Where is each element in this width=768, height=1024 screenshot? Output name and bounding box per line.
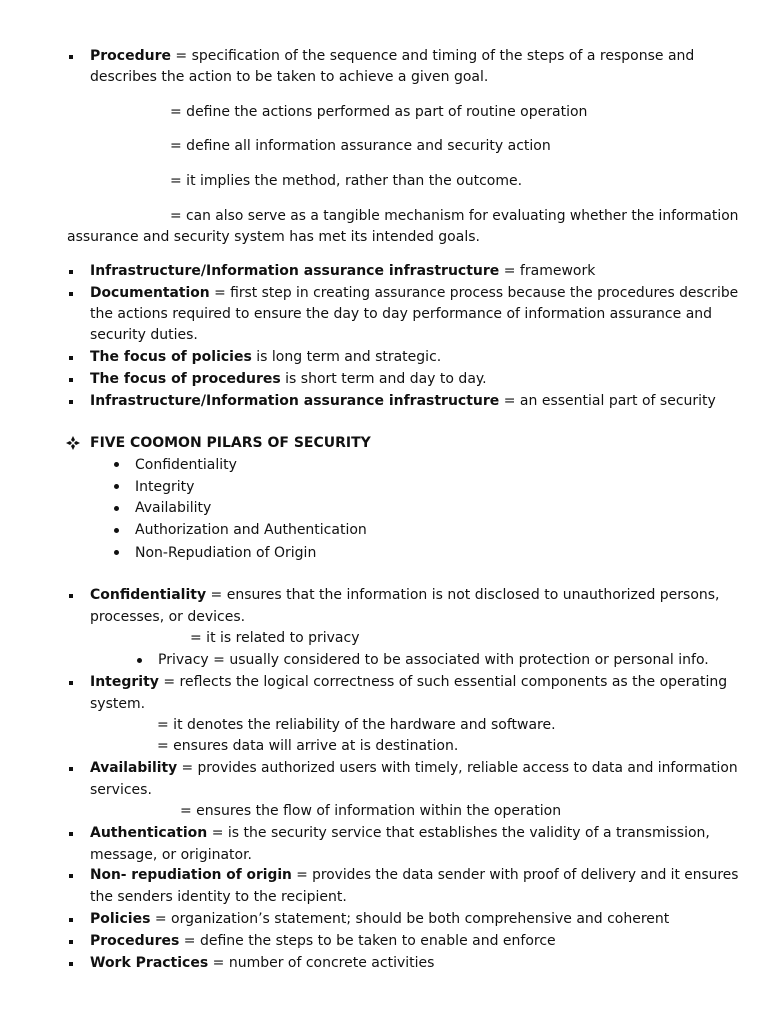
bullet-square-icon [69, 940, 73, 944]
pillar-item: Availability [135, 500, 212, 516]
list-item-eq: = ensures the flow of information within the operation [180, 803, 562, 819]
list-item [90, 953, 434, 974]
procedure-definition: = specification of the sequence and timing of the steps of a response and [170, 48, 695, 64]
bullet-square-icon [69, 681, 73, 685]
list-item [90, 931, 556, 952]
list-item [90, 261, 595, 282]
procedure-term: Procedure [90, 48, 171, 64]
pillar-item: Integrity [135, 479, 195, 495]
procedure-eq-2: = define all information assurance and security action [170, 138, 551, 154]
bullet-square-icon [69, 962, 73, 966]
list-item [90, 865, 738, 886]
definition: = reflects the logical correctness of such essential components as the operating [158, 674, 728, 690]
diamond-bullet-icon [66, 436, 80, 450]
term: Infrastructure/Information assurance infrastructure [90, 393, 500, 409]
definition: = an essential part of security [499, 393, 716, 409]
list-item-eq: = ensures data will arrive at is destination. [157, 738, 459, 754]
definition: = framework [499, 263, 596, 279]
bullet-square-icon [69, 400, 73, 404]
list-item [90, 823, 710, 844]
list-item [90, 909, 669, 930]
term: Infrastructure/Information assurance infrastructure [90, 263, 500, 279]
term: Documentation [90, 285, 210, 301]
term: Policies [90, 911, 151, 927]
definition: = provides authorized users with timely, reliable access to data and information [177, 760, 738, 776]
pillar-item: Authorization and Authentication [135, 522, 367, 538]
definition: is long term and strategic. [251, 349, 442, 365]
procedure-eq-3: = it implies the method, rather than the outcome. [170, 173, 523, 189]
list-item-cont: processes, or devices. [90, 609, 246, 625]
bullet-square-icon [69, 874, 73, 878]
term: Availability [90, 760, 178, 776]
bullet-dot-icon [114, 550, 119, 555]
definition: = provides the data sender with proof of delivery and it ensures [291, 867, 739, 883]
definition: is short term and day to day. [280, 371, 487, 387]
bullet-square-icon [69, 270, 73, 274]
pillars-heading [90, 433, 371, 454]
pillar-item: Non-Repudiation of Origin [135, 545, 317, 561]
list-item [90, 585, 720, 606]
term: Confidentiality [90, 587, 207, 603]
pillar-item: Confidentiality [135, 457, 237, 473]
list-item [90, 672, 727, 693]
list-item-cont: the senders identity to the recipient. [90, 889, 347, 905]
bullet-dot-icon [114, 462, 119, 467]
list-item [90, 758, 738, 779]
definition: = number of concrete activities [208, 955, 435, 971]
term: Procedures [90, 933, 180, 949]
term: The focus of procedures [90, 371, 281, 387]
definition: = is the security service that establishes the validity of a transmission, [207, 825, 710, 841]
procedure-eq-4a: = can also serve as a tangible mechanism for evaluating whether the information [170, 208, 739, 224]
bullet-square-icon [69, 55, 73, 59]
procedure-line-1 [90, 46, 694, 67]
list-item-cont: system. [90, 696, 146, 712]
bullet-square-icon [69, 378, 73, 382]
bullet-dot-icon [114, 528, 119, 533]
term: Non- repudiation of origin [90, 867, 292, 883]
definition: = first step in creating assurance process because the procedures describe [209, 285, 739, 301]
list-item-eq: = it denotes the reliability of the hardware and software. [157, 717, 556, 733]
bullet-dot-icon [114, 484, 119, 489]
list-item-cont: security duties. [90, 327, 198, 343]
heading-text: FIVE COOMON PILARS OF SECURITY [90, 435, 371, 451]
bullet-square-icon [69, 356, 73, 360]
list-item [90, 347, 441, 368]
definition: = define the steps to be taken to enable and enforce [179, 933, 556, 949]
bullet-dot-icon [114, 506, 119, 511]
term: Authentication [90, 825, 208, 841]
list-item [90, 391, 716, 412]
list-item-cont: message, or originator. [90, 847, 253, 863]
definition: = organization’s statement; should be both comprehensive and coherent [150, 911, 670, 927]
bullet-square-icon [69, 832, 73, 836]
bullet-square-icon [69, 767, 73, 771]
bullet-dot-icon [137, 658, 142, 663]
list-item-cont: the actions required to ensure the day to day performance of information assurance and [90, 306, 713, 322]
list-item [90, 283, 738, 304]
bullet-square-icon [69, 918, 73, 922]
list-item [90, 369, 487, 390]
procedure-eq-4b: assurance and security system has met its intended goals. [67, 229, 480, 245]
term: Integrity [90, 674, 159, 690]
bullet-square-icon [69, 292, 73, 296]
list-item-eq: = it is related to privacy [190, 630, 360, 646]
term: The focus of policies [90, 349, 252, 365]
term: Work Practices [90, 955, 209, 971]
sub-list-item: Privacy = usually considered to be associated with protection or personal info. [158, 652, 709, 668]
procedure-line-2: describes the action to be taken to achieve a given goal. [90, 69, 489, 85]
bullet-square-icon [69, 594, 73, 598]
list-item-cont: services. [90, 782, 152, 798]
procedure-eq-1: = define the actions performed as part of routine operation [170, 104, 588, 120]
definition: = ensures that the information is not disclosed to unauthorized persons, [206, 587, 720, 603]
